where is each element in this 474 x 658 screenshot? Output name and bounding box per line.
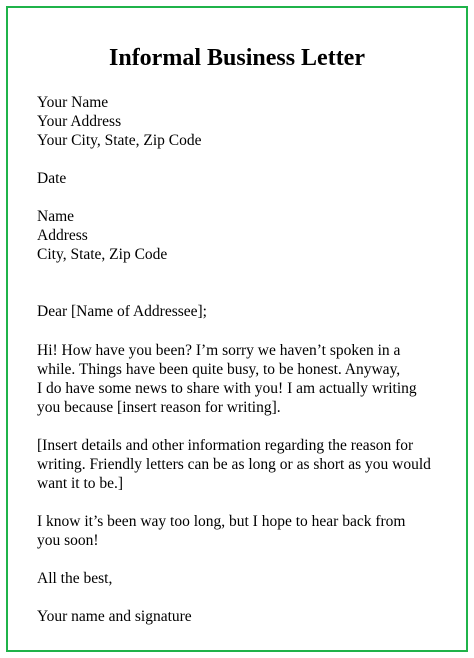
recipient-name: Name <box>37 208 75 225</box>
body-line: while. Things have been quite busy, to be honest. Anyway, <box>37 361 401 378</box>
body-line: Hi! How have you been? I’m sorry we haven’t spoken in a <box>37 342 401 359</box>
body-line: I do have some news to share with you! I am actually writing <box>37 380 417 397</box>
salutation <box>37 302 457 321</box>
letter-date: Date <box>37 170 67 187</box>
sender-block <box>37 93 457 150</box>
sender-city: Your City, State, Zip Code <box>37 132 202 149</box>
body-paragraph-3 <box>37 512 457 550</box>
body-line: writing. Friendly letters can be as long or as short as you would <box>37 456 431 473</box>
closing-text: All the best, <box>37 570 113 587</box>
sender-name: Your Name <box>37 94 109 111</box>
body-paragraph-2 <box>37 436 457 493</box>
letter-content <box>37 93 457 626</box>
salutation-text: Dear [Name of Addressee]; <box>37 303 207 320</box>
body-line: you soon! <box>37 532 99 549</box>
signature <box>37 607 457 626</box>
date-line <box>37 169 457 188</box>
signature-text: Your name and signature <box>37 608 192 625</box>
body-line: want it to be.] <box>37 475 124 492</box>
sender-address: Your Address <box>37 113 122 130</box>
body-line: you because [insert reason for writing]. <box>37 399 281 416</box>
recipient-city: City, State, Zip Code <box>37 246 168 263</box>
recipient-address: Address <box>37 227 88 244</box>
body-paragraph-1 <box>37 341 457 417</box>
recipient-block <box>37 207 457 264</box>
body-line: I know it’s been way too long, but I hope to hear back from <box>37 513 406 530</box>
body-line: [Insert details and other information regarding the reason for <box>37 437 414 454</box>
closing <box>37 569 457 588</box>
letter-title: Informal Business Letter <box>109 45 365 71</box>
